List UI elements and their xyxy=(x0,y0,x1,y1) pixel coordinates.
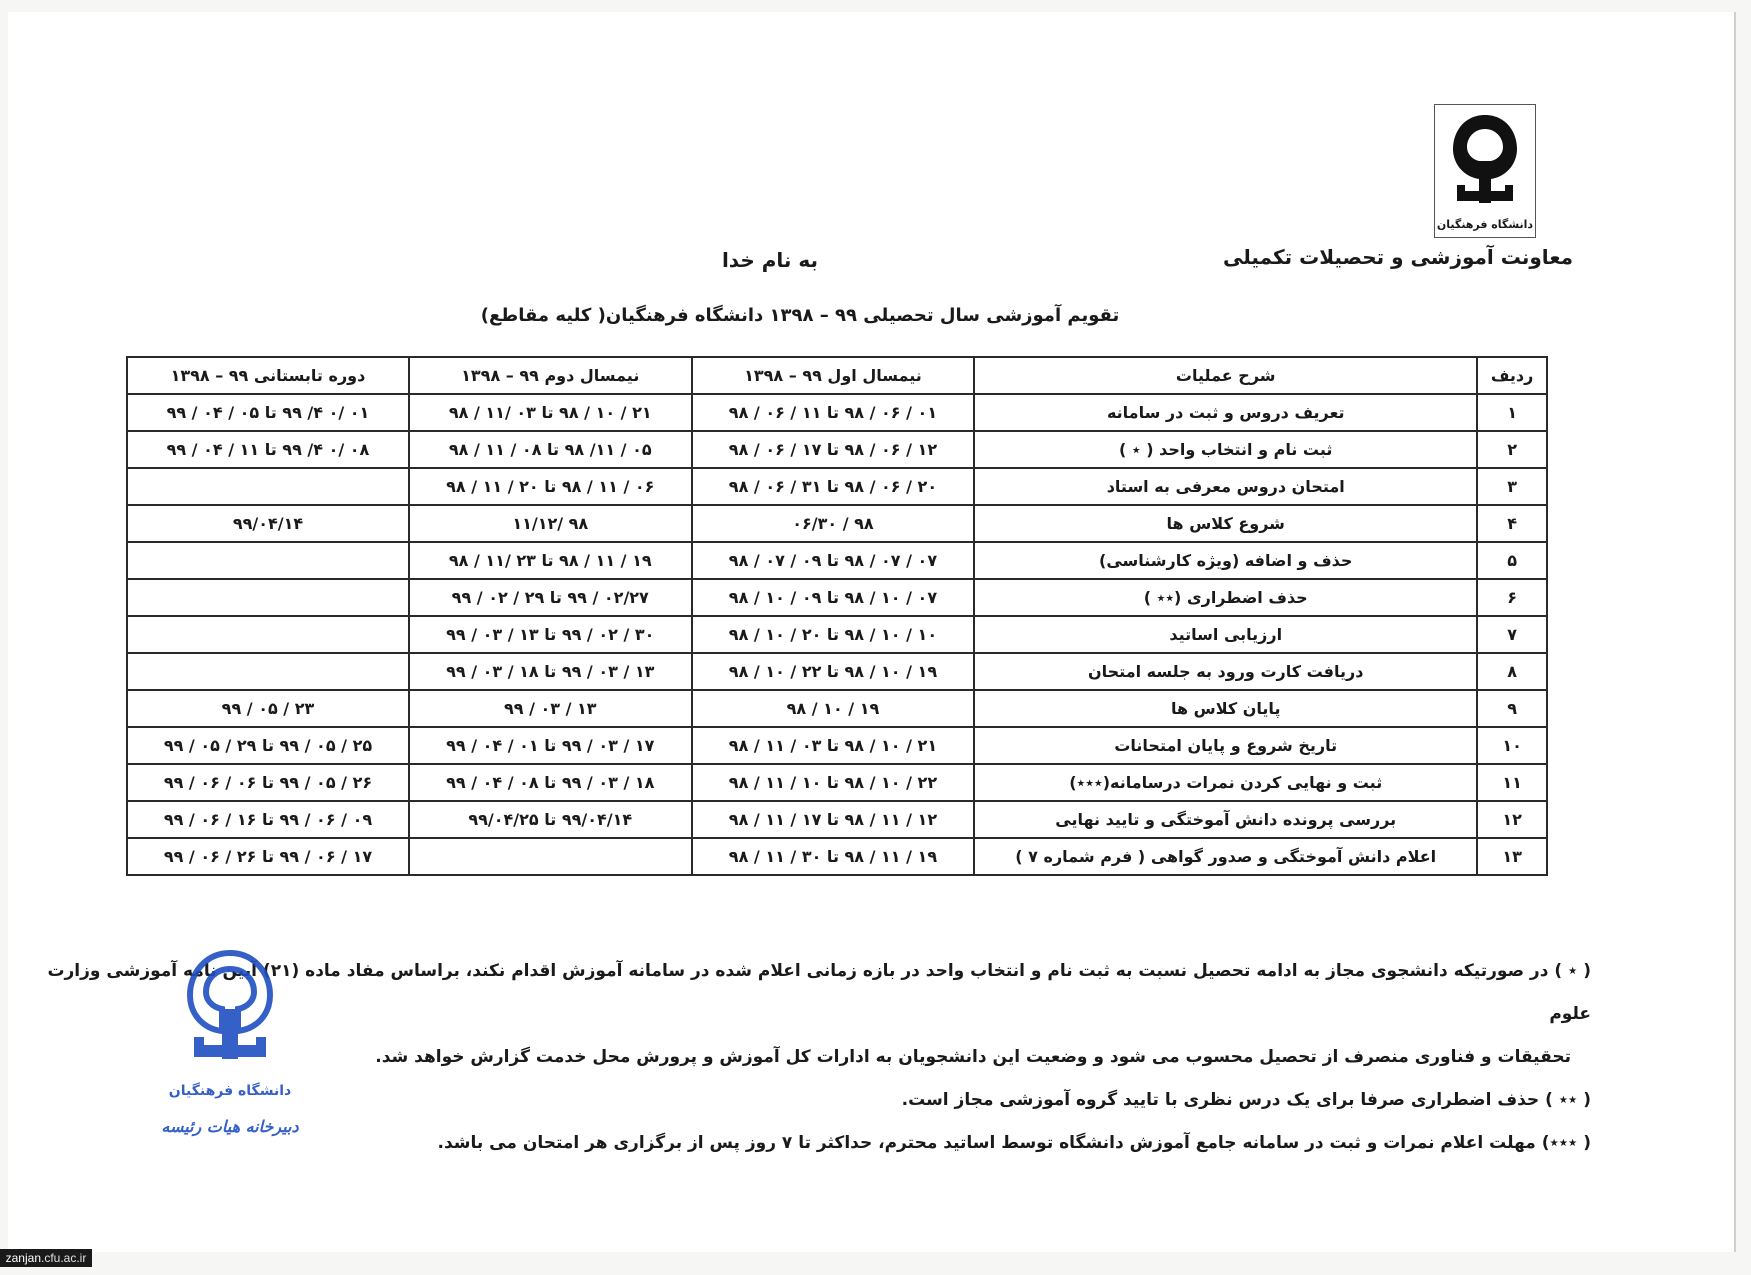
cell-summer-term: ۲۳ / ۰۵ / ۹۹ xyxy=(127,690,409,727)
cell-semester-1: ۲۰ / ۰۶ / ۹۸ تا ۳۱ / ۰۶ / ۹۸ xyxy=(692,468,975,505)
cell-row-number: ۵ xyxy=(1477,542,1547,579)
footnote-1-line-2: تحقیقات و فناوری منصرف از تحصیل محسوب می شود و وضعیت این دانشجویان به ادارات کل آموزش و پرورش محل خدمت گزارش خواهد شد. xyxy=(375,1047,1571,1067)
cell-semester-2: ۱۹ / ۱۱ / ۹۸ تا ۲۳ /۱۱ / ۹۸ xyxy=(409,542,692,579)
bismillah-heading: به نام خدا xyxy=(721,248,819,272)
cell-description: پایان کلاس ها xyxy=(974,690,1477,727)
cell-description: تعریف دروس و ثبت در سامانه xyxy=(974,394,1477,431)
cell-row-number: ۸ xyxy=(1477,653,1547,690)
cell-semester-2: ۱۳ / ۰۳ / ۹۹ xyxy=(409,690,692,727)
cell-summer-term xyxy=(127,653,409,690)
cell-summer-term xyxy=(127,616,409,653)
cell-description: ثبت و نهایی کردن نمرات درسامانه(٭٭٭) xyxy=(974,764,1477,801)
cell-row-number: ۳ xyxy=(1477,468,1547,505)
table-row xyxy=(127,431,1547,468)
table-row xyxy=(127,764,1547,801)
table-body xyxy=(127,394,1547,875)
cell-semester-1: ۱۰ / ۱۰ / ۹۸ تا ۲۰ / ۱۰ / ۹۸ xyxy=(692,616,975,653)
cell-semester-2: ۲۱ / ۱۰ / ۹۸ تا ۰۳ /۱۱ / ۹۸ xyxy=(409,394,692,431)
stamp-secretariat: دبیرخانه هیات رئیسه xyxy=(161,1117,299,1136)
table-row xyxy=(127,505,1547,542)
cell-description: تاریخ شروع و پایان امتحانات xyxy=(974,727,1477,764)
table-row xyxy=(127,653,1547,690)
header-semester-1: نیمسال اول ۹۹ – ۱۳۹۸ xyxy=(692,357,975,394)
table-row xyxy=(127,394,1547,431)
cell-summer-term: ۱۷ / ۰۶ / ۹۹ تا ۲۶ / ۰۶ / ۹۹ xyxy=(127,838,409,875)
cell-description: شروع کلاس ها xyxy=(974,505,1477,542)
logo-caption: دانشگاه فرهنگیان xyxy=(1436,218,1534,231)
table-row xyxy=(127,616,1547,653)
cell-semester-1: ۰۱ / ۰۶ / ۹۸ تا ۱۱ / ۰۶ / ۹۸ xyxy=(692,394,975,431)
cell-row-number: ۶ xyxy=(1477,579,1547,616)
cell-description: دریافت کارت ورود به جلسه امتحان xyxy=(974,653,1477,690)
table-header-row xyxy=(127,357,1547,394)
cell-row-number: ۱۰ xyxy=(1477,727,1547,764)
cell-summer-term xyxy=(127,542,409,579)
cell-row-number: ۷ xyxy=(1477,616,1547,653)
academic-calendar-table xyxy=(126,356,1548,876)
cell-semester-2: ۰۵ / ۱۱/ ۹۸ تا ۰۸ / ۱۱ / ۹۸ xyxy=(409,431,692,468)
watermark-domain: .cfu.ac.ir xyxy=(41,1251,87,1265)
cell-semester-2: ۰۲/۲۷ / ۹۹ تا ۲۹ / ۰۲ / ۹۹ xyxy=(409,579,692,616)
cell-description: حذف اضطراری (٭٭ ) xyxy=(974,579,1477,616)
table-row xyxy=(127,542,1547,579)
cell-row-number: ۴ xyxy=(1477,505,1547,542)
university-logo xyxy=(1434,104,1536,238)
cell-semester-2: ۹۹/۰۴/۱۴ تا ۹۹/۰۴/۲۵ xyxy=(409,801,692,838)
cell-semester-1: ۲۲ / ۱۰ / ۹۸ تا ۱۰ / ۱۱ / ۹۸ xyxy=(692,764,975,801)
official-stamp xyxy=(150,945,310,1155)
watermark-site: zanjan xyxy=(5,1251,41,1265)
site-watermark xyxy=(0,1249,92,1267)
cell-row-number: ۱ xyxy=(1477,394,1547,431)
table-row xyxy=(127,727,1547,764)
header-summer-term: دوره تابستانی ۹۹ – ۱۳۹۸ xyxy=(127,357,409,394)
cell-description: اعلام دانش آموختگی و صدور گواهی ( فرم شماره ۷ ) xyxy=(974,838,1477,875)
header-row-number: ردیف xyxy=(1477,357,1547,394)
cell-summer-term xyxy=(127,468,409,505)
cell-semester-2: ۰۶ / ۱۱ / ۹۸ تا ۲۰ / ۱۱ / ۹۸ xyxy=(409,468,692,505)
header-description: شرح عملیات xyxy=(974,357,1477,394)
cell-summer-term: ۰۸ /۰ ۴/ ۹۹ تا ۱۱ / ۰۴ / ۹۹ xyxy=(127,431,409,468)
table-row xyxy=(127,801,1547,838)
cell-description: حذف و اضافه (ویژه کارشناسی) xyxy=(974,542,1477,579)
header-semester-2: نیمسال دوم ۹۹ – ۱۳۹۸ xyxy=(409,357,692,394)
footnote-1-line-1: ( ٭ ) در صورتیکه دانشجوی مجاز به ادامه تحصیل نسبت به ثبت نام و انتخاب واحد در بازه زمانی اعلام شده در سامانه آموزش اقدام نکند، براساس مفاد ماده (۲۱) آیین نامه آموزشی وزارت علوم xyxy=(47,961,1591,1024)
footnote-2: ( ٭٭ ) حذف اضطراری صرفا برای یک درس نظری با تایید گروه آموزشی مجاز است. xyxy=(901,1090,1591,1110)
cell-semester-2: ۱۸ / ۰۳ / ۹۹ تا ۰۸ / ۰۴ / ۹۹ xyxy=(409,764,692,801)
cell-row-number: ۱۲ xyxy=(1477,801,1547,838)
cell-description: امتحان دروس معرفی به استاد xyxy=(974,468,1477,505)
cell-semester-1: ۱۹ / ۱۰ / ۹۸ تا ۲۲ / ۱۰ / ۹۸ xyxy=(692,653,975,690)
cell-summer-term: ۲۵ / ۰۵ / ۹۹ تا ۲۹ / ۰۵ / ۹۹ xyxy=(127,727,409,764)
table-row xyxy=(127,838,1547,875)
cell-summer-term: ۲۶ / ۰۵ / ۹۹ تا ۰۶ / ۰۶ / ۹۹ xyxy=(127,764,409,801)
cell-row-number: ۹ xyxy=(1477,690,1547,727)
cell-summer-term: ۹۹/۰۴/۱۴ xyxy=(127,505,409,542)
cell-summer-term: ۰۱ /۰ ۴/ ۹۹ تا ۰۵ / ۰۴ / ۹۹ xyxy=(127,394,409,431)
department-title: معاونت آموزشی و تحصیلات تکمیلی xyxy=(1223,245,1573,269)
cell-semester-1: ۱۲ / ۱۱ / ۹۸ تا ۱۷ / ۱۱ / ۹۸ xyxy=(692,801,975,838)
cell-semester-1: ۰۷ / ۱۰ / ۹۸ تا ۰۹ / ۱۰ / ۹۸ xyxy=(692,579,975,616)
cell-semester-1: ۲۱ / ۱۰ / ۹۸ تا ۰۳ / ۱۱ / ۹۸ xyxy=(692,727,975,764)
cell-description: ارزیابی اساتید xyxy=(974,616,1477,653)
table-row xyxy=(127,468,1547,505)
cell-row-number: ۱۱ xyxy=(1477,764,1547,801)
table-row xyxy=(127,579,1547,616)
cell-semester-2: ۹۸ /۱۱/۱۲ xyxy=(409,505,692,542)
cell-semester-1: ۱۹ / ۱۱ / ۹۸ تا ۳۰ / ۱۱ / ۹۸ xyxy=(692,838,975,875)
cell-summer-term: ۰۹ / ۰۶ / ۹۹ تا ۱۶ / ۰۶ / ۹۹ xyxy=(127,801,409,838)
stamp-university: دانشگاه فرهنگیان xyxy=(168,1083,292,1099)
cell-semester-2: ۳۰ / ۰۲ / ۹۹ تا ۱۳ / ۰۳ / ۹۹ xyxy=(409,616,692,653)
cell-semester-1: ۰۷ / ۰۷ / ۹۸ تا ۰۹ / ۰۷ / ۹۸ xyxy=(692,542,975,579)
cell-semester-1: ۱۹ / ۱۰ / ۹۸ xyxy=(692,690,975,727)
cell-semester-2: ۱۷ / ۰۳ / ۹۹ تا ۰۱ / ۰۴ / ۹۹ xyxy=(409,727,692,764)
stamp-logo-icon xyxy=(150,945,310,1075)
cell-semester-2: ۱۳ / ۰۳ / ۹۹ تا ۱۸ / ۰۳ / ۹۹ xyxy=(409,653,692,690)
footnote-3: ( ٭٭٭) مهلت اعلام نمرات و ثبت در سامانه جامع آموزش دانشگاه توسط اساتید محترم، حداکثر تا ۷ روز پس از برگزاری هر امتحان می باشد. xyxy=(437,1133,1591,1153)
cell-row-number: ۲ xyxy=(1477,431,1547,468)
table-row xyxy=(127,690,1547,727)
cell-semester-1: ۱۲ / ۰۶ / ۹۸ تا ۱۷ / ۰۶ / ۹۸ xyxy=(692,431,975,468)
cell-semester-2 xyxy=(409,838,692,875)
cell-row-number: ۱۳ xyxy=(1477,838,1547,875)
cell-description: بررسی پرونده دانش آموختگی و تایید نهایی xyxy=(974,801,1477,838)
cell-summer-term xyxy=(127,579,409,616)
cell-semester-1: ۹۸ / ۰۶/۳۰ xyxy=(692,505,975,542)
cell-description: ثبت نام و انتخاب واحد ( ٭ ) xyxy=(974,431,1477,468)
calendar-title: تقویم آموزشی سال تحصیلی ۹۹ – ۱۳۹۸ دانشگاه فرهنگیان( کلیه مقاطع) xyxy=(480,305,1120,326)
